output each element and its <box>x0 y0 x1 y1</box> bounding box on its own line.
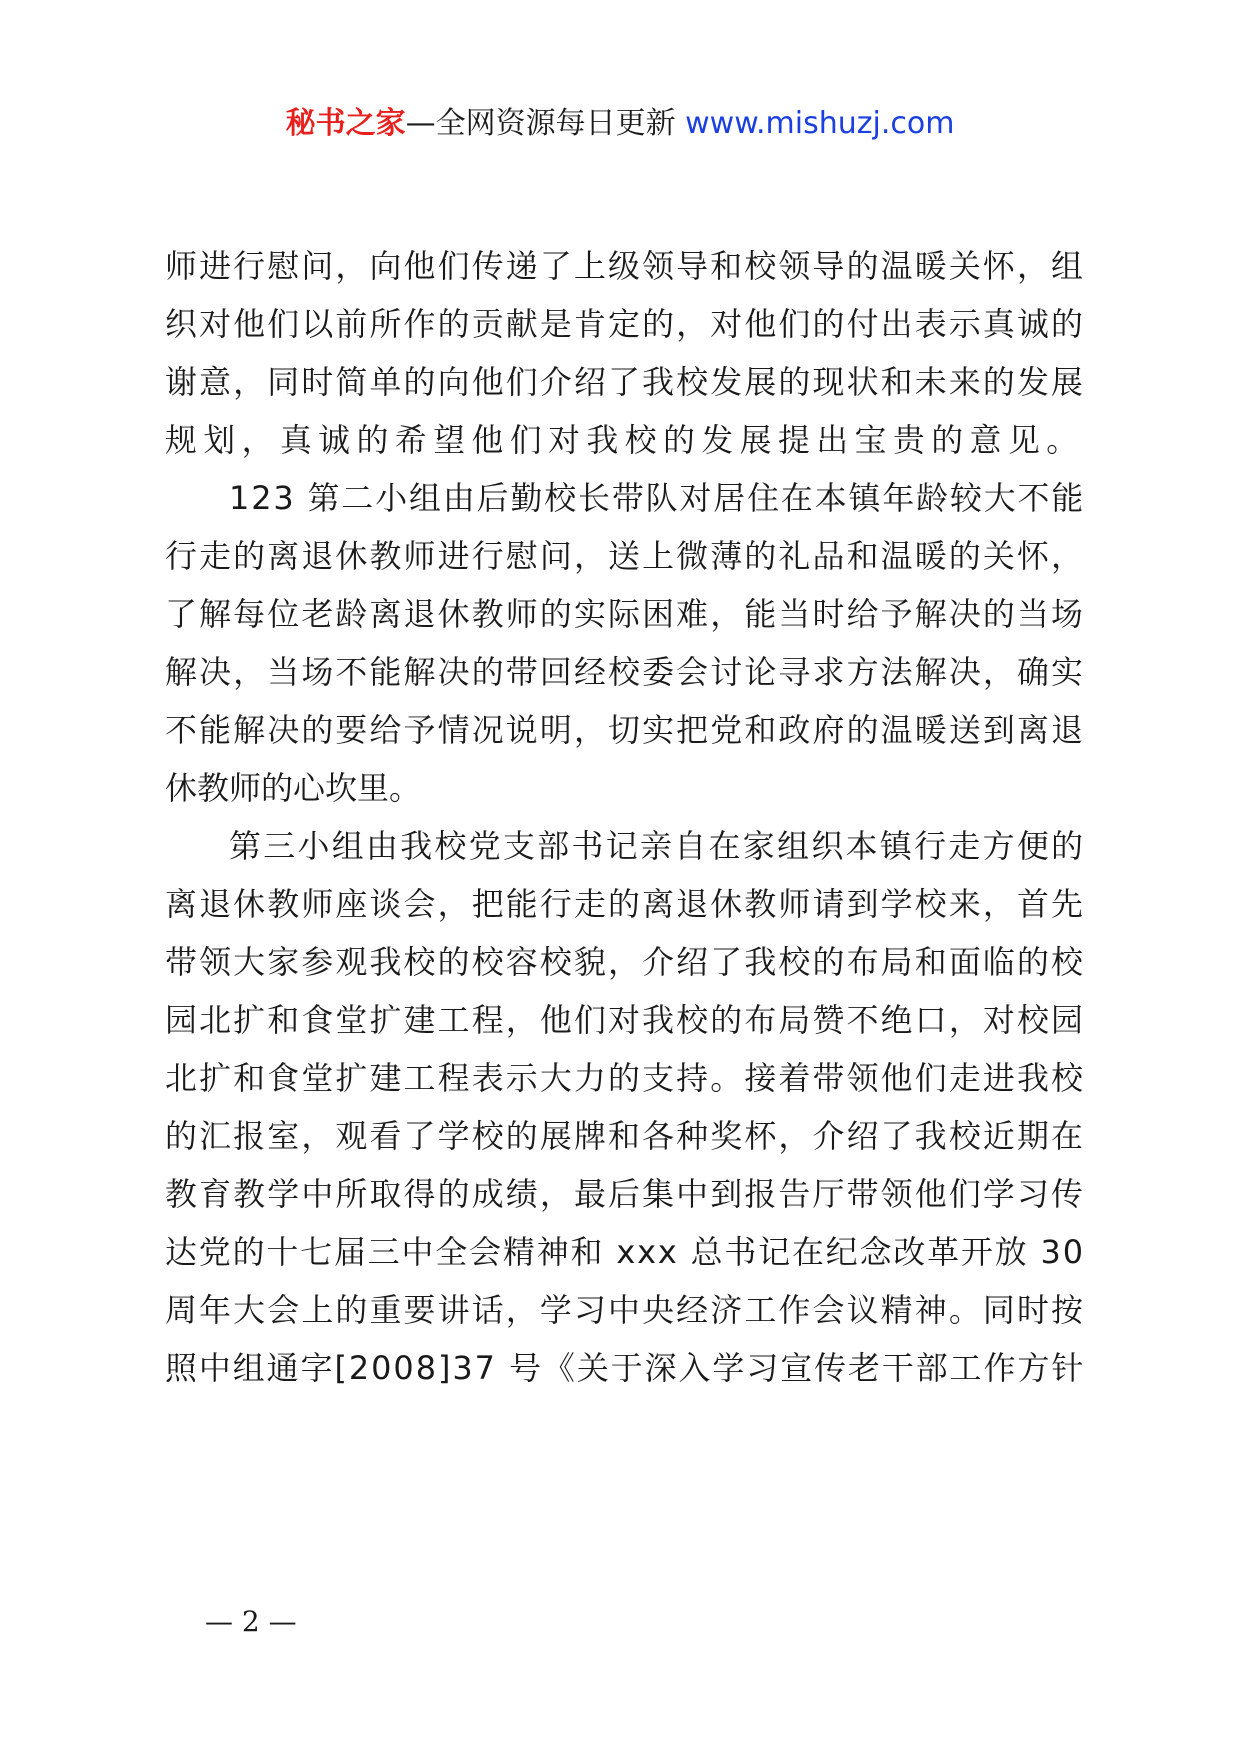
text-line: 行走的离退休教师进行慰问，送上微薄的礼品和温暖的关怀， <box>165 537 1086 575</box>
paragraph-first-line: 123 第二小组由后勤校长带队对居住在本镇年龄较大不能 <box>229 479 1086 517</box>
text-line: 了解每位老龄离退休教师的实际困难，能当时给予解决的当场 <box>165 595 1086 633</box>
text-line: 织对他们以前所作的贡献是肯定的，对他们的付出表示真诚的 <box>165 305 1086 343</box>
text-line: 北扩和食堂扩建工程表示大力的支持。接着带领他们走进我校 <box>165 1059 1086 1097</box>
text-line: 解决，当场不能解决的带回经校委会讨论寻求方法解决，确实 <box>165 653 1086 691</box>
text-line: 园北扩和食堂扩建工程，他们对我校的布局赞不绝口，对校园 <box>165 1001 1086 1039</box>
text-line: 师进行慰问，向他们传递了上级领导和校领导的温暖关怀，组 <box>165 247 1086 285</box>
text-line: 教育教学中所取得的成绩，最后集中到报告厅带领他们学习传 <box>165 1175 1086 1213</box>
text-line: 的汇报室，观看了学校的展牌和各种奖杯，介绍了我校近期在 <box>165 1117 1086 1155</box>
text-line: 周年大会上的重要讲话，学习中央经济工作会议精神。同时按 <box>165 1291 1086 1329</box>
header-tagline: —全网资源每日更新 <box>405 106 676 141</box>
text-line: 达党的十七届三中全会精神和 xxx 总书记在纪念改革开放 30 <box>165 1233 1085 1271</box>
page-number: — 2 — <box>205 1605 297 1638</box>
page-header <box>0 100 1240 148</box>
text-line: 离退休教师座谈会，把能行走的离退休教师请到学校来，首先 <box>165 885 1086 923</box>
brand-name: 秘书之家 <box>285 106 406 141</box>
paragraph-first-line: 第三小组由我校党支部书记亲自在家组织本镇行走方便的 <box>229 827 1086 865</box>
text-line: 谢意，同时简单的向他们介绍了我校发展的现状和未来的发展 <box>165 363 1086 401</box>
text-line: 不能解决的要给予情况说明，切实把党和政府的温暖送到离退 <box>165 711 1086 749</box>
text-line: 规划，真诚的希望他们对我校的发展提出宝贵的意见。 <box>165 421 1085 459</box>
text-line: 休教师的心坎里。 <box>165 769 422 807</box>
text-line: 带领大家参观我校的校容校貌，介绍了我校的布局和面临的校 <box>165 943 1086 981</box>
text-line: 照中组通字[2008]37 号《关于深入学习宣传老干部工作方针 <box>165 1349 1086 1387</box>
site-url-link[interactable]: www.mishuzj.com <box>685 106 955 141</box>
